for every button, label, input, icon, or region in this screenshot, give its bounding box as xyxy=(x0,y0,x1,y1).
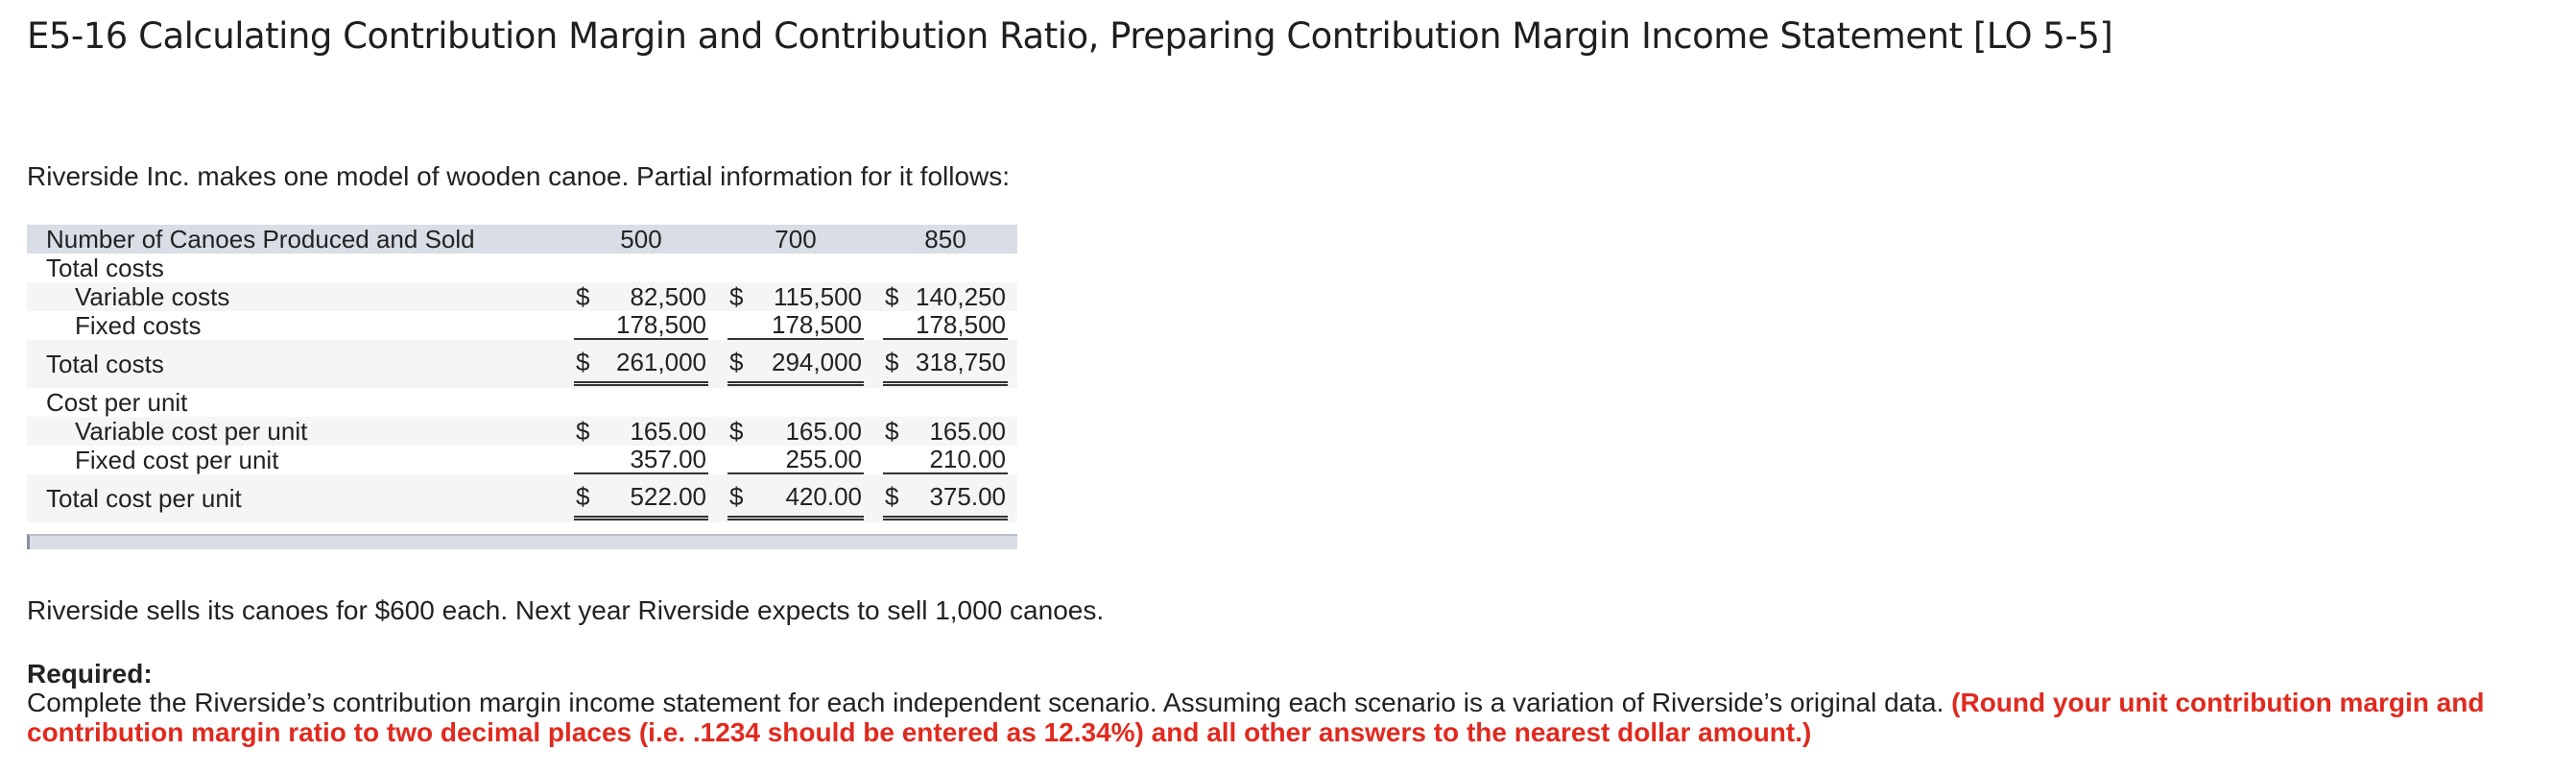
variable-cost-per-unit-label: Variable cost per unit xyxy=(27,417,564,446)
cost-per-unit-heading: Cost per unit xyxy=(27,388,564,417)
required-description: Complete the Riverside’s contribution margin income statement for each independent scenario. Assuming each scenario is a variation of Riverside’s original data. xyxy=(27,688,1944,717)
sales-info-text: Riverside sells its canoes for $600 each. Next year Riverside expects to sell 1,000 canoes. xyxy=(27,595,1105,625)
table-footer-bar xyxy=(27,534,1017,549)
table-row xyxy=(27,417,1017,446)
variable-costs-label: Variable costs xyxy=(27,282,564,311)
header-value-850: 850 xyxy=(873,225,1017,254)
fixed-costs-700: 178,500 xyxy=(727,311,864,340)
header-value-700: 700 xyxy=(718,225,873,254)
total-costs-700: $ 294,000 xyxy=(727,343,864,386)
table-row xyxy=(27,282,1017,311)
fixed-cost-per-unit-500: 357.00 xyxy=(574,446,708,474)
table-row xyxy=(27,446,1017,474)
fixed-cost-per-unit-700: 255.00 xyxy=(727,446,864,474)
fixed-costs-500: 178,500 xyxy=(574,311,708,340)
header-label: Number of Canoes Produced and Sold xyxy=(27,225,564,254)
total-costs-500: $ 261,000 xyxy=(574,343,708,386)
fixed-costs-850: 178,500 xyxy=(883,311,1008,340)
variable-costs-850: $ 140,250 xyxy=(885,282,1006,311)
fixed-cost-per-unit-label: Fixed cost per unit xyxy=(27,446,564,474)
table-row xyxy=(27,388,1017,417)
fixed-cost-per-unit-850: 210.00 xyxy=(883,446,1008,474)
variable-cost-per-unit-850: $ 165.00 xyxy=(885,417,1006,446)
table-row xyxy=(27,474,1017,522)
variable-cost-per-unit-700: $ 165.00 xyxy=(729,417,862,446)
cost-table-container xyxy=(27,225,1017,549)
total-costs-850: $ 318,750 xyxy=(883,343,1008,386)
required-label: Required: xyxy=(27,659,153,689)
table-row xyxy=(27,254,1017,282)
total-costs-heading: Total costs xyxy=(27,254,564,282)
required-text xyxy=(27,688,2561,747)
fixed-costs-label: Fixed costs xyxy=(27,311,564,340)
table-row xyxy=(27,311,1017,340)
cost-table xyxy=(27,225,1017,522)
header-value-500: 500 xyxy=(564,225,718,254)
total-cost-per-unit-850: $ 375.00 xyxy=(883,477,1008,520)
variable-costs-700: $ 115,500 xyxy=(729,282,862,311)
table-row xyxy=(27,340,1017,388)
variable-cost-per-unit-500: $ 165.00 xyxy=(576,417,706,446)
intro-text: Riverside Inc. makes one model of wooden canoe. Partial information for it follows: xyxy=(27,161,1011,191)
table-header-row xyxy=(27,225,1017,254)
total-cost-per-unit-label: Total cost per unit xyxy=(27,474,564,522)
total-cost-per-unit-500: $ 522.00 xyxy=(574,477,708,520)
rounding-instruction: (Round your unit contribution margin and contribution margin ratio to two decimal places (i.e. .1234 should be entered as 12.34%) and all other answers to the nearest dollar amount.) xyxy=(27,688,2485,747)
total-cost-per-unit-700: $ 420.00 xyxy=(727,477,864,520)
variable-costs-500: $ 82,500 xyxy=(576,282,706,311)
page-title: E5-16 Calculating Contribution Margin and Contribution Ratio, Preparing Contribution Margin Income Statement [LO 5-5] xyxy=(27,15,2113,57)
total-costs-label: Total costs xyxy=(27,340,564,388)
